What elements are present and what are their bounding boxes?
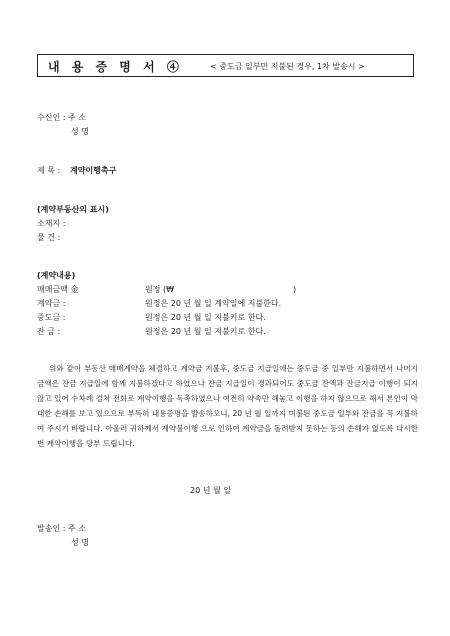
recipient-name-label: 성 명 <box>71 127 89 136</box>
property-item-label: 물 건 : <box>37 233 61 242</box>
balance-text: 원정은 20 년 월 일 지불키로 한다. <box>145 327 266 336</box>
subject-value: 계약이행촉구 <box>70 166 117 175</box>
property-location-label: 소재지 : <box>37 219 66 228</box>
sale-price-text: 원정 (₩ <box>145 285 175 294</box>
interim-payment-text: 원정은 20 년 월 일 지불키로 한다. <box>145 313 266 322</box>
interim-payment-label: 중도금 : <box>37 313 66 322</box>
property-heading: (계약부동산의 표시) <box>37 205 109 214</box>
document-title: 내 용 증 명 서 ④ <box>48 60 183 74</box>
date-line: 20 년 월 일 <box>190 486 231 495</box>
sender-name-label: 성 명 <box>71 538 89 547</box>
deposit-label: 계약금 : <box>37 299 66 308</box>
document-subtitle: < 중도금 일부만 지불된 경우, 1차 발송시 > <box>210 62 365 71</box>
sale-price-label: 매매금액 金 <box>37 285 79 294</box>
contract-heading: (계약내용) <box>37 271 76 280</box>
title-box <box>37 54 414 77</box>
balance-label: 잔 금 : <box>37 327 61 336</box>
deposit-text: 원정은 20 년 월 일 계약일에 지불한다. <box>145 299 282 308</box>
subject-label: 제 목 : <box>37 166 61 175</box>
sender-address-label: 발송인 : 주 소 <box>37 524 86 533</box>
recipient-address-label: 수신인 : 주 소 <box>37 113 86 122</box>
sale-price-close: ) <box>293 285 297 294</box>
body-paragraph: 위와 같이 부동산 매매계약을 체결하고 계약금 지불후, 중도금 지급일에는 중도금 중 일부만 지불하면서 나머지 금액은 잔금 지급일에 함께 지불하겠다고 하였으나 잔금 지급일이 경과되어도 중도금 잔액과 잔금지급 이행이 되지않고 있어 수차례 걸쳐 전화로 계약이행을 독촉하였으나 여전히 약속만 해놓고 이행을 하지 않으므로 해서 본인이 막대한 손해를 보고 있으므로 부득히 내용증명을 발송하오니, 20 년 월 일까지 미불된 중도금 일부와 잔금을 꼭 지불하여 주시기 바랍니다. 아울러 귀하께서 계약불이행 으로 인하여 계약금을 돌려받지 못하는 등의 손해가 없도록 다시한번 계약이행을 당부 드립니다. <box>37 364 418 448</box>
